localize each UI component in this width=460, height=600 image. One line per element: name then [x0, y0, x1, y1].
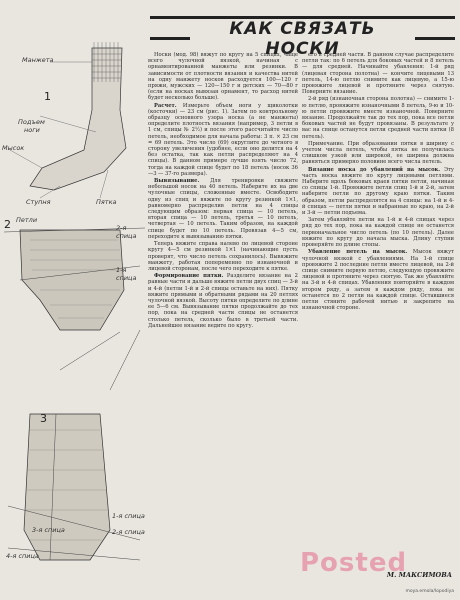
watermark-text: Posted [300, 548, 408, 578]
paragraph: Теперь вяжите справа налево по лицевой стороне кругу 4—5 см резинкой 1×1 (начинающие пусть проверят, что число петель сохранилось). Вывяжите манжету, работая попеременно по изнаночной и лицевой сторонам, после чего переходите к пятке. [148, 241, 298, 272]
page-title: КАК СВЯЗАТЬ НОСКИ [190, 19, 415, 59]
label-needle-2a: 2-я спица [116, 224, 137, 240]
paragraph-text: Мысок вяжут чулочной вязкой с убавлениями. На 1-й спице провяжите 2 последние петли вместе лицевой, на 2-й спице снимите первую петлю, следующую провяжите лицевой и протяните через снятую. Так же убавляйте на 3-й и 4-й спицах. Убавления повторяйте в каждом втором ряду, а затем в каждом ряду, пока не останется по 2 петли на каждой спице. Оставшиеся петли стяните рабочей нитью и закрепите на изнаночной стороне. [302, 249, 454, 312]
title-bar [150, 14, 455, 59]
figure-3-number: 3 [40, 412, 47, 425]
text-column-1 [148, 52, 298, 574]
heel-diagram-figure-2 [0, 220, 148, 400]
paragraph [148, 103, 298, 177]
section-heading-calc: Расчет. [154, 102, 177, 109]
label-sole: Ступня [26, 198, 51, 206]
paragraph [148, 273, 298, 329]
paragraph: Примечание. При образовании пятки в ширину с учетом числа петель, чтобы пятка не получилась слишком узкой или широкой, ее ширина должна равняться примерно половине всего числа петель. [302, 140, 454, 166]
paragraph: Затем убавляйте петли на 1-й и 4-й спицах через ряд до тех пор, пока на каждой спице не останется первоначальное число петель (по 10 петель). Далее вяжите по кругу до начала мыска. Длину ступни проверяйте по длине стопы. [302, 217, 454, 249]
section-heading-cast: Вывязывание. [154, 178, 200, 185]
paragraph-text: Для тренировки свяжите небольшой носок на 40 петель. Наберите их на две чулочные спицы, сложенные вместе. Освободите одну из спиц и вяжите по кругу резинкой 1×1, равномерно распределив петли на 4 спицы следующим образом: первая спица — 10 петель, вторая спица — 10 петель, третья — 10 петель, четвертая — 10 петель. Таким образом, на каждой спице будет по 10 петель. Провязав 4—5 см, переходите к вывязыванию пятки. [148, 178, 298, 240]
label-needle-1b: 1-я спица [112, 512, 145, 520]
section-heading-instep: Вязание носка до убавлений на мысок. [308, 166, 441, 173]
paragraph-text: Измерьте объем ноги у щиколотки (косточки) — 23 см (рис. 1). Затем по контрольному образцу основного узора носка (а не манжеты) определите плотность вязания (например, 3 петли в 1 см, спицы № 2½) и после этого рассчитайте число петель, необходимое для начала работы: 3 п. × 23 см = 69 петель. Это число (69) округлите до четного в сторону увеличения (удобнее, если оно делится на 4 без остатка, так как петли распределяют на 4 спицы). В данном примере лучше взять число 72, тогда на каждой спице будет по 18 петель (носок 36—3 — 37-го размера). [148, 102, 298, 177]
paragraph [148, 178, 298, 240]
section-heading-toe: Убавление петель на мысок. [308, 249, 408, 256]
label-heel: Пятка [96, 198, 117, 206]
label-needle-1a: 1-я спица [116, 266, 137, 282]
section-heading-heel: Формирование пятки. [154, 273, 224, 280]
label-needle-4: 4-я спица [6, 552, 39, 560]
paragraph-text: Разделите вязание на 2 равные части и дальше вяжите петли двух спиц — 3-й и 4-й (петли 1-й и 2-й спицы оставьте на них). Пятку вяжите прямыми и обратными рядами на 20 петлях чулочной вязкой. Высоту пятки определите по длине ее 5—6 см. Вывязывание пятки продолжайте до тех пор, пока на средней части спицы не останется столько петель, сколько было в третьей части. Дальнейшее вязание ведите по кругу. [148, 273, 298, 329]
label-toe: Мысок [2, 144, 25, 152]
paragraph: 2-й ряд (изнаночная сторона полотна) — снимите 1-ю петлю, провяжите изнаночными 8 петель, 9-ю и 10-ю петли провяжите вместе изнаночной. Поверните вязание. Продолжайте так до тех пор, пока все петли боковых частей не будут провязаны. В результате у вас на спице останутся петли средней части пятки (8 петель). [302, 96, 454, 140]
figure-2-number: 2 [4, 218, 11, 231]
label-loops: Петли [16, 216, 38, 224]
label-needle-3: 3-я спица [32, 526, 65, 534]
paragraph: Носки (мод. 98) вяжут по кругу на 5 спицах, чаще всего чулочной вязкой, начиная с орнаментированной манжеты или резинки. В зависимости от плотности вязания и качества нитей на одну манжету носков расходуется 100—120 г пряжи, мужских — 120—150 г и детских — 70—80 г (если на носках вывязан орнамент, то расход нитей будет несколько больше). [148, 52, 298, 102]
paragraph-text: Эту часть носка вяжите по кругу лицевыми петлями. Наберите вдоль боковых краев пятки петли, начиная со спицы 1-й. Провяжите петли спиц 1-й и 2-й, затем наберите петли по другому краю пятки. Таким образом, петли распределятся на 4 спицы: на 1-й и 4-й спицах — петли пятки и набранные по краю, на 2-й и 3-й — петли подъема. [302, 166, 454, 217]
label-instep-2: ноги [24, 126, 40, 134]
paragraph: его в средней части. В данном случае распределите петли так: по 6 петель для боковых частей и 8 петель — для средней. Начинайте убавления: 1-й ряд (лицевая сторона полотна) — кончите лицевыми 13 петель, 14-ю петлю снимите как лицевую, а 15-ю провяжите лицевой и протяните через снятую. Поверните вязание. [302, 52, 454, 96]
label-needle-2b: 2-я спица [112, 528, 145, 536]
source-credit: moya.emola/lopodiya [405, 589, 454, 594]
figure-1-number: 1 [44, 90, 51, 103]
text-column-2 [302, 52, 454, 574]
paragraph [302, 249, 454, 311]
label-cuff: Манжета [22, 56, 54, 64]
illustration-column [0, 40, 148, 580]
author-signature: М. МАКСИМОВА [386, 571, 452, 579]
label-instep: Подъем [18, 118, 45, 126]
paragraph [302, 167, 454, 217]
